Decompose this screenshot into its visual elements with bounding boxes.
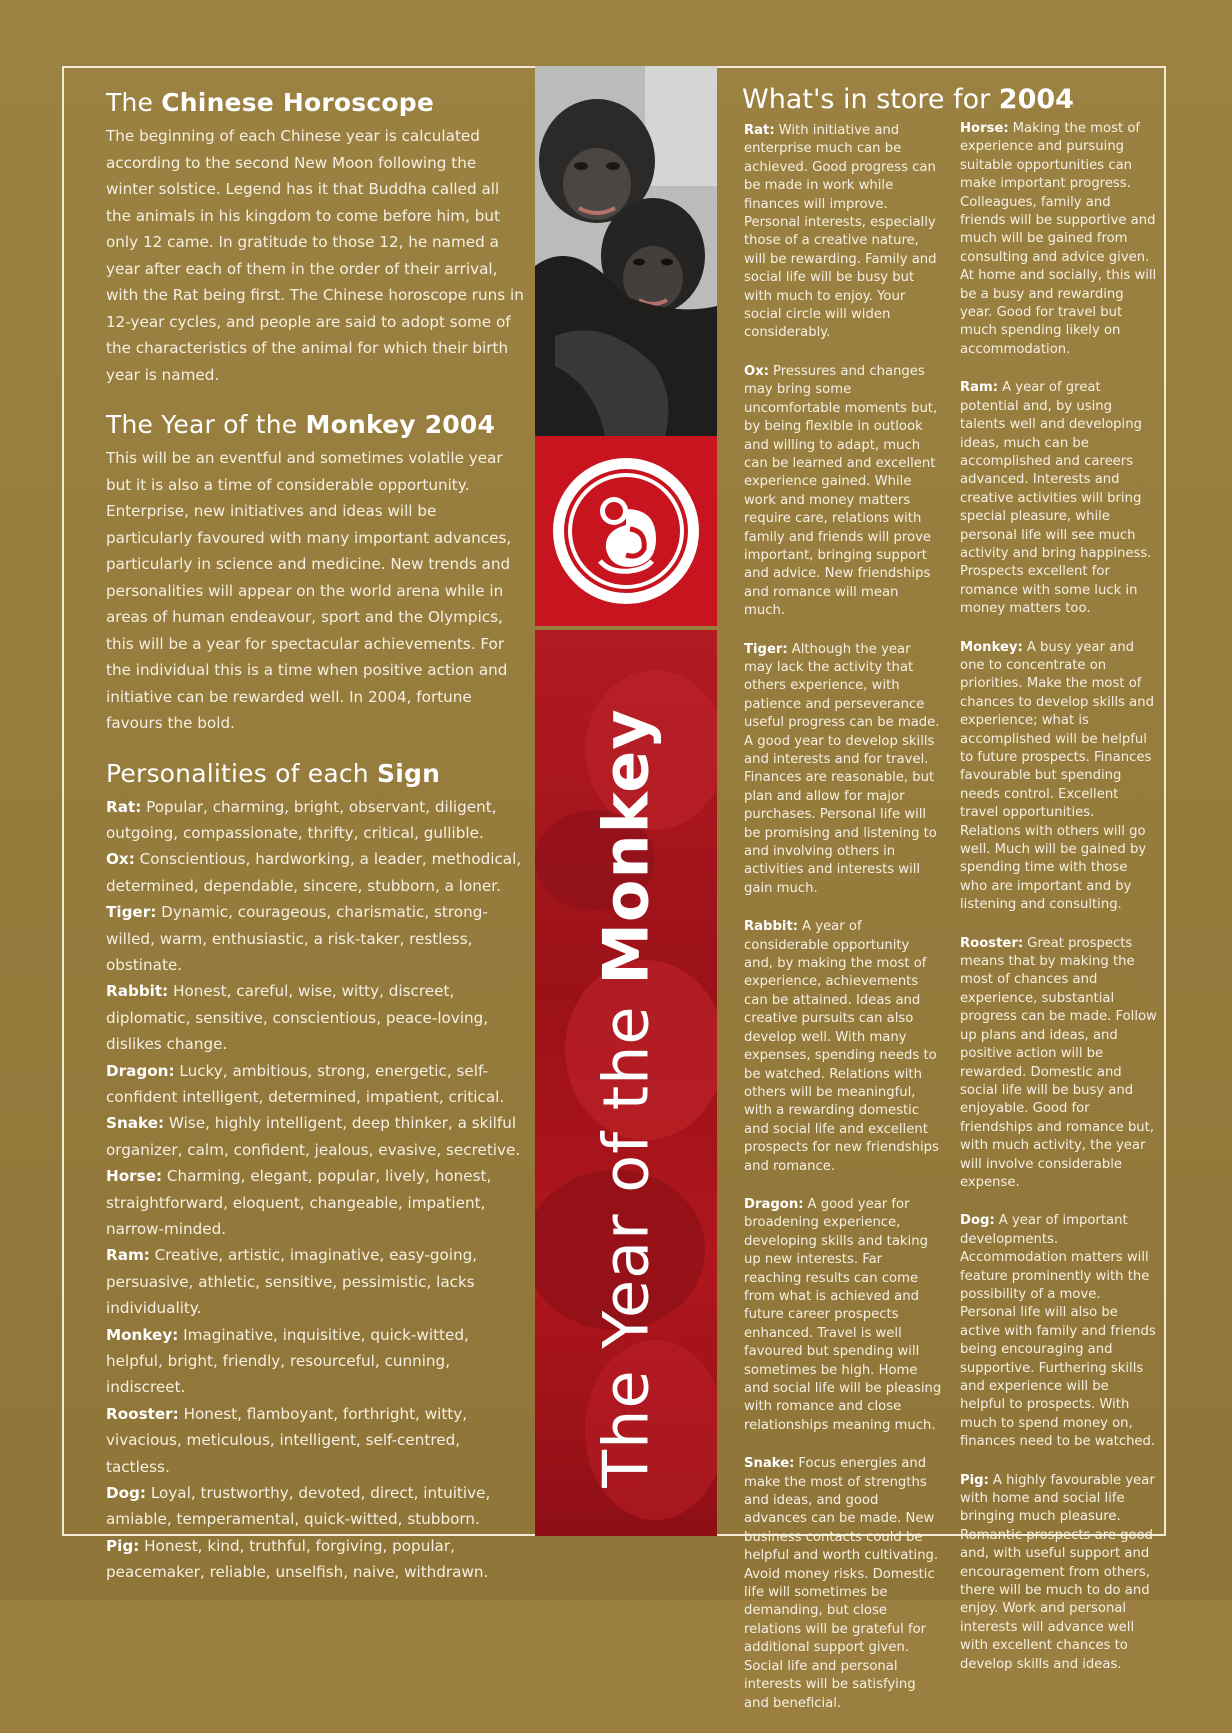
forecast-text: A year of important developments. Accommodation matters will feature prominently with the possibility of a move. Personal life will also be active with family and friends being encouraging and supportive. Furthering skills and experience will be helpful to prospects. With much to spend money on, finances need to be watched. — [960, 1213, 1156, 1450]
monkey-year-heading — [106, 410, 526, 439]
personalities-section — [106, 759, 526, 1586]
sign-traits: Conscientious, hardworking, a leader, methodical, determined, dependable, sincere, stubborn, a loner. — [106, 850, 522, 895]
sign-name: Snake: — [744, 1456, 795, 1472]
forecast-text: A busy year and one to concentrate on priorities. Make the most of chances to develop skills and experience; what is accomplished will be helpful to future prospects. Finances favourable but spending needs control. Excellent travel opportunities. Relations with others will go well. Much will be gained by spending time with those who are important and by listening and consulting. — [960, 639, 1154, 913]
heading-bold: Chinese Horoscope — [161, 88, 434, 117]
heading-bold: Sign — [377, 758, 441, 788]
sign-traits: Honest, kind, truthful, forgiving, popular, peacemaker, reliable, unselfish, naive, withdrawn. — [106, 1536, 489, 1582]
sign-rooster — [106, 1401, 526, 1480]
sign-name: Pig: — [960, 1472, 989, 1488]
sign-name: Ox: — [106, 850, 135, 869]
sign-traits: Dynamic, courageous, charismatic, strong-willed, warm, enthusiastic, a risk-taker, restless, obstinate. — [106, 903, 488, 974]
sign-name: Ram: — [106, 1246, 150, 1265]
forecast-pig — [960, 1472, 1158, 1674]
sign-ram — [106, 1242, 526, 1321]
forecast-text: Great prospects means that by making the most of chances and experience, substantial progress can be made. Follow up plans and ideas, and positive action will be rewarded. Domestic and social life will be busy and enjoyable. Good for friendships and romance but, with much activity, the year will involve considerable expense. — [960, 935, 1157, 1190]
sign-ox — [106, 846, 526, 899]
sign-name: Rat: — [106, 797, 142, 816]
sign-snake — [106, 1110, 526, 1163]
forecast-column-1 — [744, 122, 942, 1733]
forecast-text: Focus energies and make the most of strengths and ideas, and good advances can be made. New business contacts could be helpful and worth cultivating. Avoid money risks. Domestic life will sometimes be demanding, but close relations will be grateful for additional support given. Social life and personal interests will be satisfying and beneficial. — [744, 1456, 939, 1711]
banner-title-plain: The Year of the — [589, 984, 663, 1488]
sign-name: Dog: — [960, 1213, 995, 1229]
sign-rat — [106, 794, 526, 847]
forecast-text: A year of considerable opportunity and, by making the most of experience, achievements can be attained. Ideas and creative pursuits can also develop well. With many expenses, spending needs to be watched. Relations with others will be meaningful, with a rewarding domestic and social life and excellent prospects for new friendships and romance. — [744, 919, 939, 1174]
sign-traits: Charming, elegant, popular, lively, honest, straightforward, eloquent, changeable, impatient, narrow-minded. — [106, 1167, 492, 1238]
forecast-text: Making the most of experience and pursuing suitable opportunities can make important progress. Colleagues, family and friends will be supportive and much will be gained from consulting and advice given. At home and socially, this will be a busy and rewarding year. Good for travel but much spending likely on accommodation. — [960, 121, 1157, 357]
sign-name: Rabbit: — [744, 919, 799, 935]
sign-dog — [106, 1480, 526, 1533]
sign-traits: Creative, artistic, imaginative, easy-going, persuasive, athletic, sensitive, pessimistic, lacks individuality. — [106, 1246, 478, 1318]
sign-traits: Lucky, ambitious, strong, energetic, self-confident intelligent, determined, impatient, critical. — [106, 1061, 505, 1106]
monkey-silhouette-icon — [564, 469, 688, 593]
heading-plain: The — [106, 88, 162, 117]
sign-name: Dragon: — [744, 1196, 804, 1212]
sign-name: Dragon: — [106, 1061, 175, 1080]
banner-title-bold: Monkey — [589, 708, 663, 985]
sign-horse — [106, 1163, 526, 1242]
sign-pig — [106, 1533, 526, 1586]
sign-traits: Honest, flamboyant, forthright, witty, vivacious, meticulous, intelligent, self-centred, tactless. — [106, 1404, 468, 1476]
forecast-rabbit — [744, 918, 942, 1176]
forecast-column-2 — [960, 120, 1158, 1694]
forecast-rooster — [960, 935, 1158, 1193]
sign-name: Monkey: — [960, 639, 1023, 655]
sign-traits: Honest, careful, wise, witty, discreet, diplomatic, sensitive, conscientious, peace-loving, dislikes change. — [106, 982, 489, 1054]
forecast-snake — [744, 1455, 942, 1713]
personalities-heading — [106, 759, 526, 788]
sign-name: Dog: — [106, 1484, 146, 1503]
red-emblem-block — [535, 436, 717, 626]
sign-name: Pig: — [106, 1536, 140, 1555]
forecast-text: A good year for broadening experience, developing skills and taking up new interests. Far reaching results can come from what is achieved and future career prospects enhanced. Travel is well favoured but spending will sometimes be high. Home and social life will be pleasing with romance and close relationships meaning much. — [744, 1196, 942, 1433]
sign-name: Tiger: — [744, 641, 788, 657]
forecast-text: Although the year may lack the activity that others experience, with patience and perseverance useful progress can be made. A good year to develop skills and interests and for travel. Finances are reasonable, but plan and allow for major purchases. Personal life will be promising and listening to and involving others in activities and interests will gain much. — [744, 641, 940, 896]
forecast-text: A highly favourable year with home and social life bringing much pleasure. Romantic prospects are good and, with useful support and encouragement from others, there will be much to do and enjoy. Work and personal interests will advance well with excellent chances to develop skills and ideas. — [960, 1472, 1155, 1672]
forecast-dog — [960, 1212, 1158, 1451]
forecast-tiger — [744, 641, 942, 899]
forecast-horse — [960, 120, 1158, 359]
sign-name: Rooster: — [960, 935, 1024, 951]
sign-name: Snake: — [106, 1114, 165, 1133]
chinese-horoscope-body: The beginning of each Chinese year is calculated according to the second New Moon following the winter solstice. Legend has it that Buddha called all the animals in his kingdom to come before him, but only 12 came. In gratitude to those 12, he named a year after each of them in the order of their arrival, with the Rat being first. The Chinese horoscope runs in 12-year cycles, and people are said to adopt some of the characteristics of the animal for which their birth year is named. — [106, 127, 524, 384]
heading-plain: Personalities of each — [106, 758, 378, 788]
chimpanzee-photo — [535, 66, 717, 436]
sign-traits: Imaginative, inquisitive, quick-witted, helpful, bright, friendly, resourceful, cunning, indiscreet. — [106, 1325, 469, 1397]
sign-name: Rooster: — [106, 1404, 179, 1423]
sign-name: Rat: — [744, 123, 775, 138]
sign-name: Rabbit: — [106, 982, 169, 1001]
forecast-text: Pressures and changes may bring some uncomfortable moments but, by being flexible in outlook and willing to adapt, much can be learned and excellent experience gained. While work and money matters require care, relations with family and friends will prove important, bringing support and advice. New friendships and romance will mean much. — [744, 363, 938, 619]
heading-plain: The Year of the — [106, 410, 306, 439]
forecast-dragon — [744, 1196, 942, 1435]
forecast-ox — [744, 363, 942, 621]
sign-name: Horse: — [106, 1167, 163, 1186]
monkey-emblem-icon — [553, 458, 699, 604]
sign-traits: Popular, charming, bright, observant, diligent, outgoing, compassionate, thrifty, critical, gullible. — [106, 797, 497, 842]
forecast-ram — [960, 379, 1158, 618]
sign-name: Horse: — [960, 121, 1009, 136]
left-column — [106, 88, 526, 1586]
sign-name: Monkey: — [106, 1325, 179, 1344]
heading-bold: Monkey 2004 — [305, 410, 496, 439]
forecast-heading — [742, 84, 1074, 115]
forecast-text: With initiative and enterprise much can be achieved. Good progress can be made in work while finances will improve. Personal interests, especially those of a creative nature, will be rewarding. Family and social life will be busy but with much to enjoy. Your social circle will widen considerably. — [744, 123, 937, 341]
sign-name: Tiger: — [106, 903, 157, 922]
sign-traits: Loyal, trustworthy, devoted, direct, intuitive, amiable, temperamental, quick-witted, stubborn. — [106, 1484, 491, 1529]
sign-rabbit — [106, 978, 526, 1057]
monkey-year-body: This will be an eventful and sometimes volatile year but it is also a time of considerable opportunity. Enterprise, new initiatives and ideas will be particularly favoured with many important advances, particularly in science and medicine. New trends and personalities will appear on the world arena while in areas of human endeavour, sport and the Olympics, this will be a year for spectacular achievements. For the individual this is a time when positive action and initiative can be rewarded well. In 2004, fortune favours the bold. — [106, 449, 512, 732]
sign-list — [106, 794, 526, 1586]
sign-monkey — [106, 1322, 526, 1401]
sign-name: Ram: — [960, 380, 999, 396]
forecast-text: A year of great potential and, by using talents well and developing ideas, much can be accomplished and careers advanced. Interests and creative activities will bring special pleasure, while personal life will see much activity and bring happiness. Prospects excellent for romance with some luck in money matters too. — [960, 380, 1152, 617]
heading-plain: What's in store for — [742, 84, 999, 115]
banner-title — [590, 708, 663, 1487]
emblem-disc — [564, 469, 688, 593]
forecast-rat — [744, 122, 942, 343]
sign-traits: Wise, highly intelligent, deep thinker, a skilful organizer, calm, confident, jealous, evasive, secretive. — [106, 1114, 521, 1159]
chimpanzee-illustration — [535, 66, 717, 436]
year-of-monkey-banner — [535, 630, 717, 1536]
center-strip — [535, 66, 717, 1536]
sign-dragon — [106, 1058, 526, 1111]
chinese-horoscope-heading — [106, 88, 526, 117]
heading-bold: 2004 — [998, 84, 1074, 115]
forecast-monkey — [960, 639, 1158, 915]
sign-name: Ox: — [744, 363, 769, 379]
sign-tiger — [106, 899, 526, 978]
monkey-year-section — [106, 410, 526, 737]
